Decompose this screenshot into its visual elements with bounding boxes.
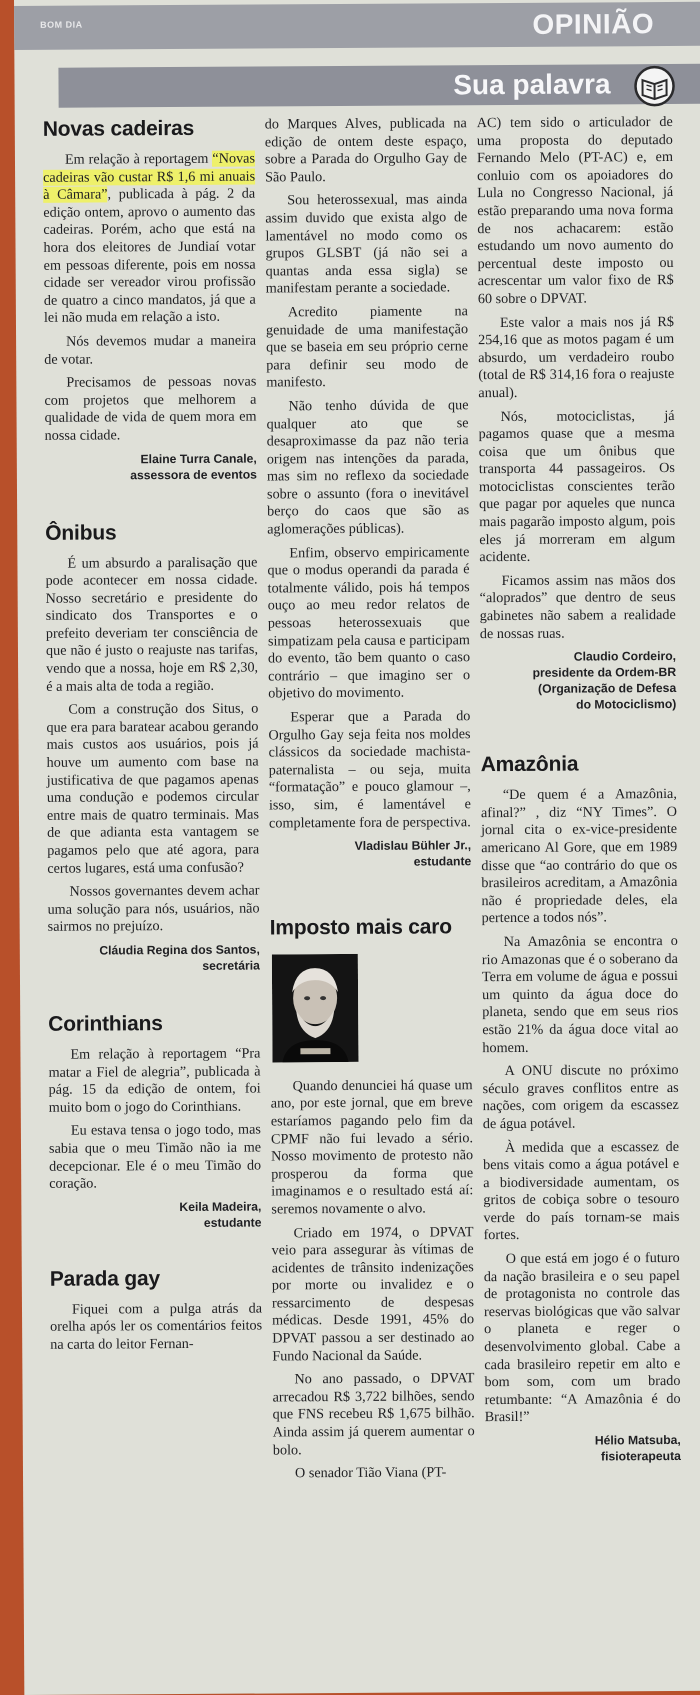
- newspaper-page: [14, 0, 700, 1695]
- author-signature: Keila Madeira, estudante: [179, 1199, 262, 1230]
- article-paragraph: Esperar que a Parada do Orgulho Gay seja feita nos moldes clássicos da sociedade machista-paternalista – ou seja, muita “formatação” e pouco glamour –, isso, sim, é lamentável e completamente fora de perspectiva.: [268, 708, 471, 832]
- article-paragraph: Acredito piamente na genuidade de uma manifestação que se baseia em seu próprio cerne para definir seu modo de manifesto.: [265, 303, 469, 391]
- column-1: [43, 117, 263, 1361]
- article-amazonia: [481, 752, 681, 1465]
- article-title: Parada gay: [49, 1266, 160, 1291]
- article-paragraph: Enfim, observo empiricamente que o modus operandi da parada é totalmente válido, pois há tempos ouço ao meu redor relatos de pessoas heterossexuais que simpatizam pela causa e participam do evento, tão bem quanto o caso contrário – que imagino ser o objetivo do movimento.: [267, 543, 471, 702]
- article-parada-gay: [50, 1266, 263, 1354]
- article-paragraph: Em relação à reportagem “Pra matar a Fiel de alegria”, publicada à pág. 15 da edição de ontem, foi muito bom o jogo do Corinthians.: [48, 1045, 261, 1116]
- article-paragraph: No ano passado, o DPVAT arrecadou R$ 3,722 bilhões, sendo que FNS recebeu R$ 1,675 bilhão. Ainda assim já querem aumentar o bolo.: [272, 1370, 475, 1459]
- article-paragraph: À medida que a escassez de bens vitais como a água potável e a biodiversidade aumentam, os gritos de cobiça sobre o tesouro verde do país tornam-se mais fortes.: [483, 1138, 680, 1244]
- article-paragraph: “De quem é a Amazônia, afinal?” , diz “NY Times”. O jornal cita o ex-vice-presidente americano Al Gore, que em 1989 disse que “ao contrário do que os brasileiros acreditam, a Amazônia não é propriedade deles, ela pertence a todos nós”.: [480, 786, 678, 927]
- article-paragraph: Sou heterossexual, mas ainda assim duvido que exista algo de lamentável no modo como os grupos GLSBT (já não sei a quantas anda essa sigla) se manifestam perante a sociedade.: [265, 191, 468, 297]
- article-paragraph: Este valor a mais nos já R$ 254,16 que as motos pagam é um absurdo, um verdadeiro roubo (total de R$ 314,16 fora o reajuste anual).: [478, 313, 675, 402]
- article-paragraph: Quando denunciei há quase um ano, por este jornal, que em breve estaríamos pagando pelo fim da CPMF não fui levado a sério. Nosso movimento de protesto não prosperou da forma que imaginamos e o resultado está aí: seremos novamente o alvo.: [270, 1076, 474, 1218]
- author-signature: Cláudia Regina dos Santos, secretária: [99, 942, 260, 973]
- article-paragraph: Na Amazônia se encontra o rio Amazonas que é o soberano da Terra em volume de água e possui um quinto da água doce do planeta, sendo que em seus rios estão 21% da água doce vital ao homem.: [481, 932, 679, 1056]
- article-paragraph: Criado em 1974, o DPVAT veio para assegurar às vítimas de acidentes de trânsito indenizações por morte ou invalidez e o ressarcimento de despesas médicas. Desde 1991, 45% do DPVAT passou a ser destinado ao Fundo Nacional da Saúde.: [271, 1223, 475, 1365]
- author-signature: Elaine Turra Canale, assessora de eventos: [130, 451, 257, 482]
- article-parada-gay-continued: [265, 115, 472, 870]
- article-paragraph: Precisamos de pessoas novas com projetos que melhorem a qualidade de vida de quem mora em nossa cidade.: [44, 373, 257, 444]
- article-title: Novas cadeiras: [42, 116, 195, 141]
- article-onibus: [45, 520, 260, 975]
- article-paragraph: A ONU discute no próximo século graves conflitos entre as nações, com origem da escassez de água potável.: [482, 1062, 679, 1133]
- newspaper-name: BOM DIA: [40, 19, 83, 30]
- article-title: Imposto mais caro: [269, 915, 452, 940]
- article-paragraph: É um absurdo a paralisação que pode acontecer em nossa cidade. Nosso secretário e presidente do sindicato dos Transportes e o prefeito deveriam ter consciência de que não é justo o reajuste nas tarifas, vendo que a nossa, hoje em R$ 2,30, é a mais alta de toda a região.: [45, 554, 259, 695]
- article-corinthians: [48, 1011, 261, 1231]
- author-portrait-photo: [272, 954, 359, 1063]
- column-2: [265, 115, 475, 1489]
- author-signature: Hélio Matsuba, fisioterapeuta: [594, 1432, 681, 1464]
- column-title: Sua palavra: [453, 68, 611, 101]
- book-hand-icon: [632, 64, 676, 108]
- highlighted-quote: “Novas cadeiras vão custar R$ 1,6 mi anuais à Câmara”: [43, 150, 256, 204]
- article-novas-cadeiras: [43, 117, 257, 484]
- section-header-bar: [14, 2, 700, 50]
- column-3: [477, 114, 681, 1465]
- author-signature: Vladislau Bühler Jr., estudante: [354, 838, 472, 869]
- section-title: OPINIÃO: [532, 8, 655, 40]
- article-paragraph: Fiquei com a pulga atrás da orelha após ler os comentários feitos na carta do leitor Fernan-: [50, 1300, 263, 1353]
- article-paragraph: Não tenho dúvida de que qualquer ato que se desaproximasse da paz não teria origem nas intenções da parada, mas sim no reflexo da sociedade sobre o assunto (fora o inevitável berço do caos que são as aglomerações públicas).: [266, 397, 470, 538]
- column-header-bar: [58, 64, 700, 108]
- article-paragraph: Com a construção dos Situs, o que era para baratear acabou gerando mais custos aos usuários, pois já houve um aumento com base na justificativa de que pagamos apenas uma condução e podemos circular entre mais de quatro terminais. Mas de que adianta esta vantagem se pagamos pelo que até agora, para certos lugares, está uma confusão?: [46, 700, 260, 877]
- article-paragraph: O que está em jogo é o futuro da nação brasileira e o seu papel de protagonista no controle das reservas biológicas que vão salvar o planeta e reger o desenvolvimento global. Cabe a cada brasileiro repetir em alto e bom som, com um brado retumbante: “A Amazônia é do Brasil!”: [483, 1250, 681, 1426]
- article-paragraph: Nossos governantes devem achar uma solução para nós, usuários, não sairmos no prejuízo.: [47, 882, 260, 936]
- article-paragraph: Nós, motociclistas, já pagamos quase que a mesma coisa que um ônibus que transporta 44 passageiros. Os motociclistas conscientes terão que pagar por aqueles que nunca mais pagarão imposto algum, pois eles já morreram em algum acidente.: [478, 407, 676, 566]
- article-paragraph: do Marques Alves, publicada na edição de ontem deste espaço, sobre a Parada do Orgulho Gay de São Paulo.: [264, 115, 468, 186]
- article-paragraph: Ficamos assim nas mãos dos “aloprados” que dentro de seus gabinetes não sabem a realidade de nossas ruas.: [479, 571, 676, 642]
- article-paragraph: Eu estava tensa o jogo todo, mas sabia que o meu Timão não ia me decepcionar. Ele é o meu Timão do coração.: [48, 1121, 262, 1192]
- article-paragraph: Nós devemos mudar a maneira de votar.: [44, 332, 257, 368]
- article-paragraph: AC) tem sido o articulador de uma proposta do deputado Fernando Melo (PT-AC) e, em conluio com os apoiadores do Lula no Congresso Nacional, já estão preparando uma nova forma de nos achacarem: estão estudando um novo aumento do percentual deste imposto ou acrescentar um valor fixo de R$ 60 sobre o DPVAT.: [476, 113, 674, 308]
- article-title: Corinthians: [48, 1012, 163, 1036]
- article-imposto-mais-caro-continued: [477, 114, 677, 713]
- article-paragraph: Em relação à reportagem “Novas cadeiras vão custar R$ 1,6 mi anuais à Câmara”, publicada à pág. 2 da edição ontem, aprovo o aumento das cadeiras. Porém, acho que está na hora dos eleitores de Jundiaí votar em pessoas diferente, pois em nossa cidade ser vereador virou profissão de quatro a cinco mandatos, já que a lei não muda em relação a isto.: [43, 150, 256, 327]
- article-imposto-mais-caro: [270, 915, 475, 1483]
- article-paragraph: O senador Tião Viana (PT-: [294, 1464, 447, 1482]
- article-title: Ônibus: [45, 520, 117, 545]
- author-signature: Claudio Cordeiro, presidente da Ordem-BR (Organização de Defesa do Motociclismo): [532, 649, 677, 712]
- article-title: Amazônia: [480, 752, 579, 777]
